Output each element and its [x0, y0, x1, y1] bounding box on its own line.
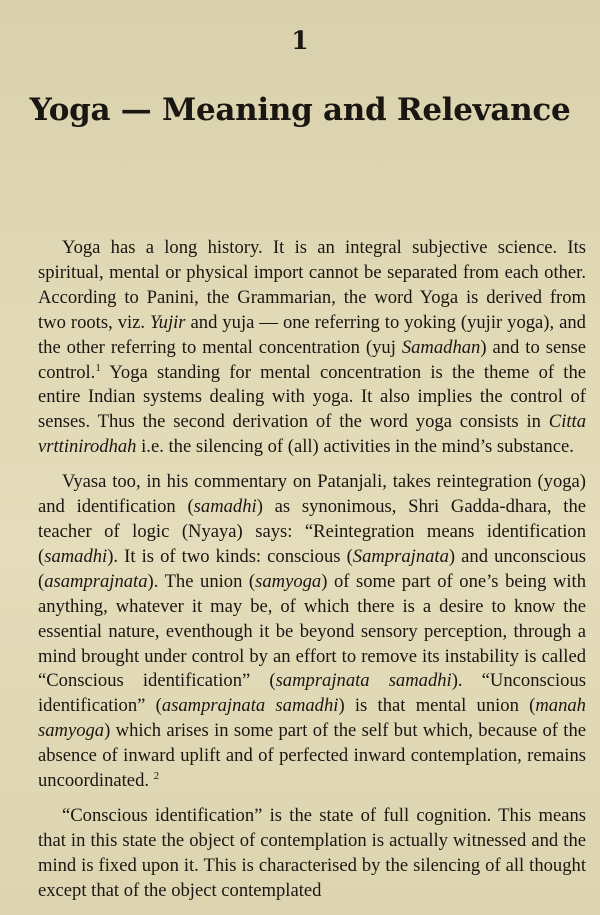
- text-run: and yuja — one referring to yoking (yujir yoga), and the other referring to mental concentration (yuj: [38, 311, 586, 358]
- chapter-number: 1: [291, 26, 309, 55]
- paragraph: [38, 470, 586, 794]
- body-text: [38, 236, 586, 914]
- text-run: ) as synonimous, Shri Gadda-dhara, the teacher of logic (Nyaya) says: “Reintegration means identification (: [38, 496, 587, 567]
- text-run: ) and to sense control.: [38, 336, 586, 383]
- italic-term: samprajnata samadhi: [275, 670, 452, 692]
- italic-term: Citta vrttinirodhah: [38, 411, 586, 458]
- text-run: i.e. the silencing of (all) activities in the mind’s substance.: [136, 436, 574, 458]
- italic-term: samadhi: [44, 545, 108, 567]
- italic-term: samadhi: [193, 496, 257, 518]
- text-run: Yoga has a long history. It is an integral subjective science. Its spiritual, mental or physical import cannot be separated from each other. According to Panini, the Grammarian, the word Yoga is derived from two roots, viz.: [38, 237, 586, 333]
- italic-term: Samprajnata: [352, 545, 449, 567]
- paragraph: [38, 236, 586, 460]
- footnote-marker: 2: [153, 769, 160, 782]
- italic-term: asamprajnata: [44, 570, 148, 592]
- italic-term: Samadhan: [401, 336, 481, 358]
- text-run: Yoga standing for mental concentration is the theme of the entire Indian systems dealing with yoga. It also implies the control of senses. Thus the second derivation of the word yoga consists in: [38, 361, 586, 433]
- chapter-title: Yoga — Meaning and Relevance: [29, 92, 571, 128]
- text-run: ) which arises in some part of the self but which, because of the absence of inward uplift and of perfected inward contemplation, remains uncoordinated.: [38, 720, 586, 792]
- text-run: ) of some part of one’s being with anything, whatever it may be, of which there is a desire to know the essential nature, eventhough it be beyond sensory perception, through a mind brought under control by an effort to remove its instability is called “Conscious identification” (: [38, 570, 587, 692]
- italic-term: samyoga: [255, 570, 322, 592]
- text-run: “Conscious identification” is the state of full cognition. This means that in this state the object of contemplation is actually witnessed and the mind is fixed upon it. This is characterised by the silencing of all thought except that of the object contemplated: [38, 804, 586, 901]
- footnote-marker: 1: [95, 361, 101, 374]
- text-run: ). The union (: [147, 570, 256, 592]
- italic-term: asamprajnata samadhi: [161, 695, 339, 717]
- text-run: ) is that mental union (: [338, 695, 536, 717]
- text-run: ). It is of two kinds: conscious (: [107, 545, 353, 567]
- italic-term: Yujir: [150, 311, 186, 333]
- text-run: ) and unconscious (: [38, 545, 587, 592]
- text-run: ). “Unconscious identification” (: [38, 670, 586, 717]
- paragraph: [38, 804, 586, 904]
- italic-term: manah samyoga: [38, 695, 586, 742]
- text-run: Vyasa too, in his commentary on Patanjali, takes reintegration (yoga) and identification (: [38, 471, 586, 518]
